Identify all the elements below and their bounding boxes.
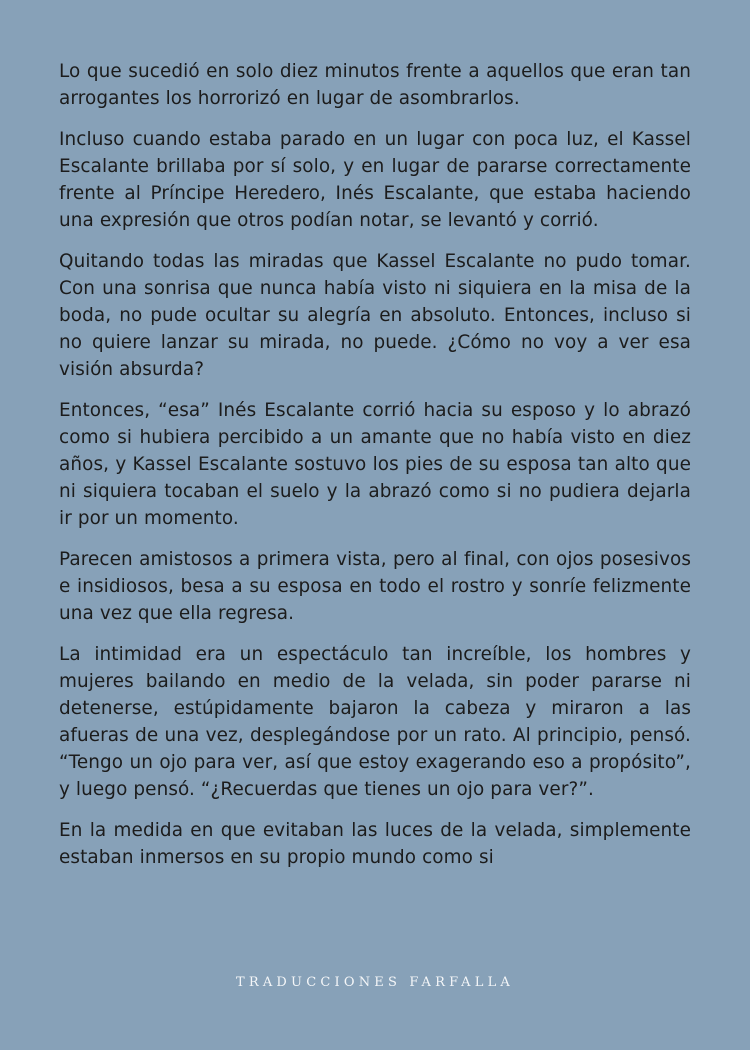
paragraph-4: Entonces, “esa” Inés Escalante corrió hacia su esposo y lo abrazó como si hubiera percibido a un amante que no había visto en diez años, y Kassel Escalante sostuvo los pies de su esposa tan alto que ni siquiera tocaban el suelo y la abrazó como si no pudiera dejarla ir por un momento. — [59, 400, 691, 529]
paragraph-2: Incluso cuando estaba parado en un lugar con poca luz, el Kassel Escalante brillaba por sí solo, y en lugar de pararse correctamente frente al Príncipe Heredero, Inés Escalante, que estaba haciendo una expresión que otros podían notar, se levantó y corrió. — [59, 129, 691, 231]
paragraph-7: En la medida en que evitaban las luces de la velada, simplemente estaban inmersos en su propio mundo como si — [59, 820, 691, 868]
translator-credit: TRADUCCIONES FARFALLA — [235, 975, 514, 990]
paragraph-3: Quitando todas las miradas que Kassel Escalante no pudo tomar. Con una sonrisa que nunca había visto ni siquiera en la misa de la boda, no pude ocultar su alegría en absoluto. Entonces, incluso si no quiere lanzar su mirada, no puede. ¿Cómo no voy a ver esa visión absurda? — [59, 251, 691, 380]
story-text — [59, 58, 691, 954]
paragraph-6: La intimidad era un espectáculo tan increíble, los hombres y mujeres bailando en medio de la velada, sin poder pararse ni detenerse, estúpidamente bajaron la cabeza y miraron a las afueras de una vez, desplegándose por un rato. Al principio, pensó. “Tengo un ojo para ver, así que estoy exagerando eso a propósito”, y luego pensó. “¿Recuerdas que tienes un ojo para ver?”. — [59, 644, 691, 800]
paragraph-1: Lo que sucedió en solo diez minutos frente a aquellos que eran tan arrogantes los horrorizó en lugar de asombrarlos. — [59, 61, 691, 109]
paragraph-5: Parecen amistosos a primera vista, pero al final, con ojos posesivos e insidiosos, besa a su esposa en todo el rostro y sonríe felizmente una vez que ella regresa. — [59, 549, 691, 624]
